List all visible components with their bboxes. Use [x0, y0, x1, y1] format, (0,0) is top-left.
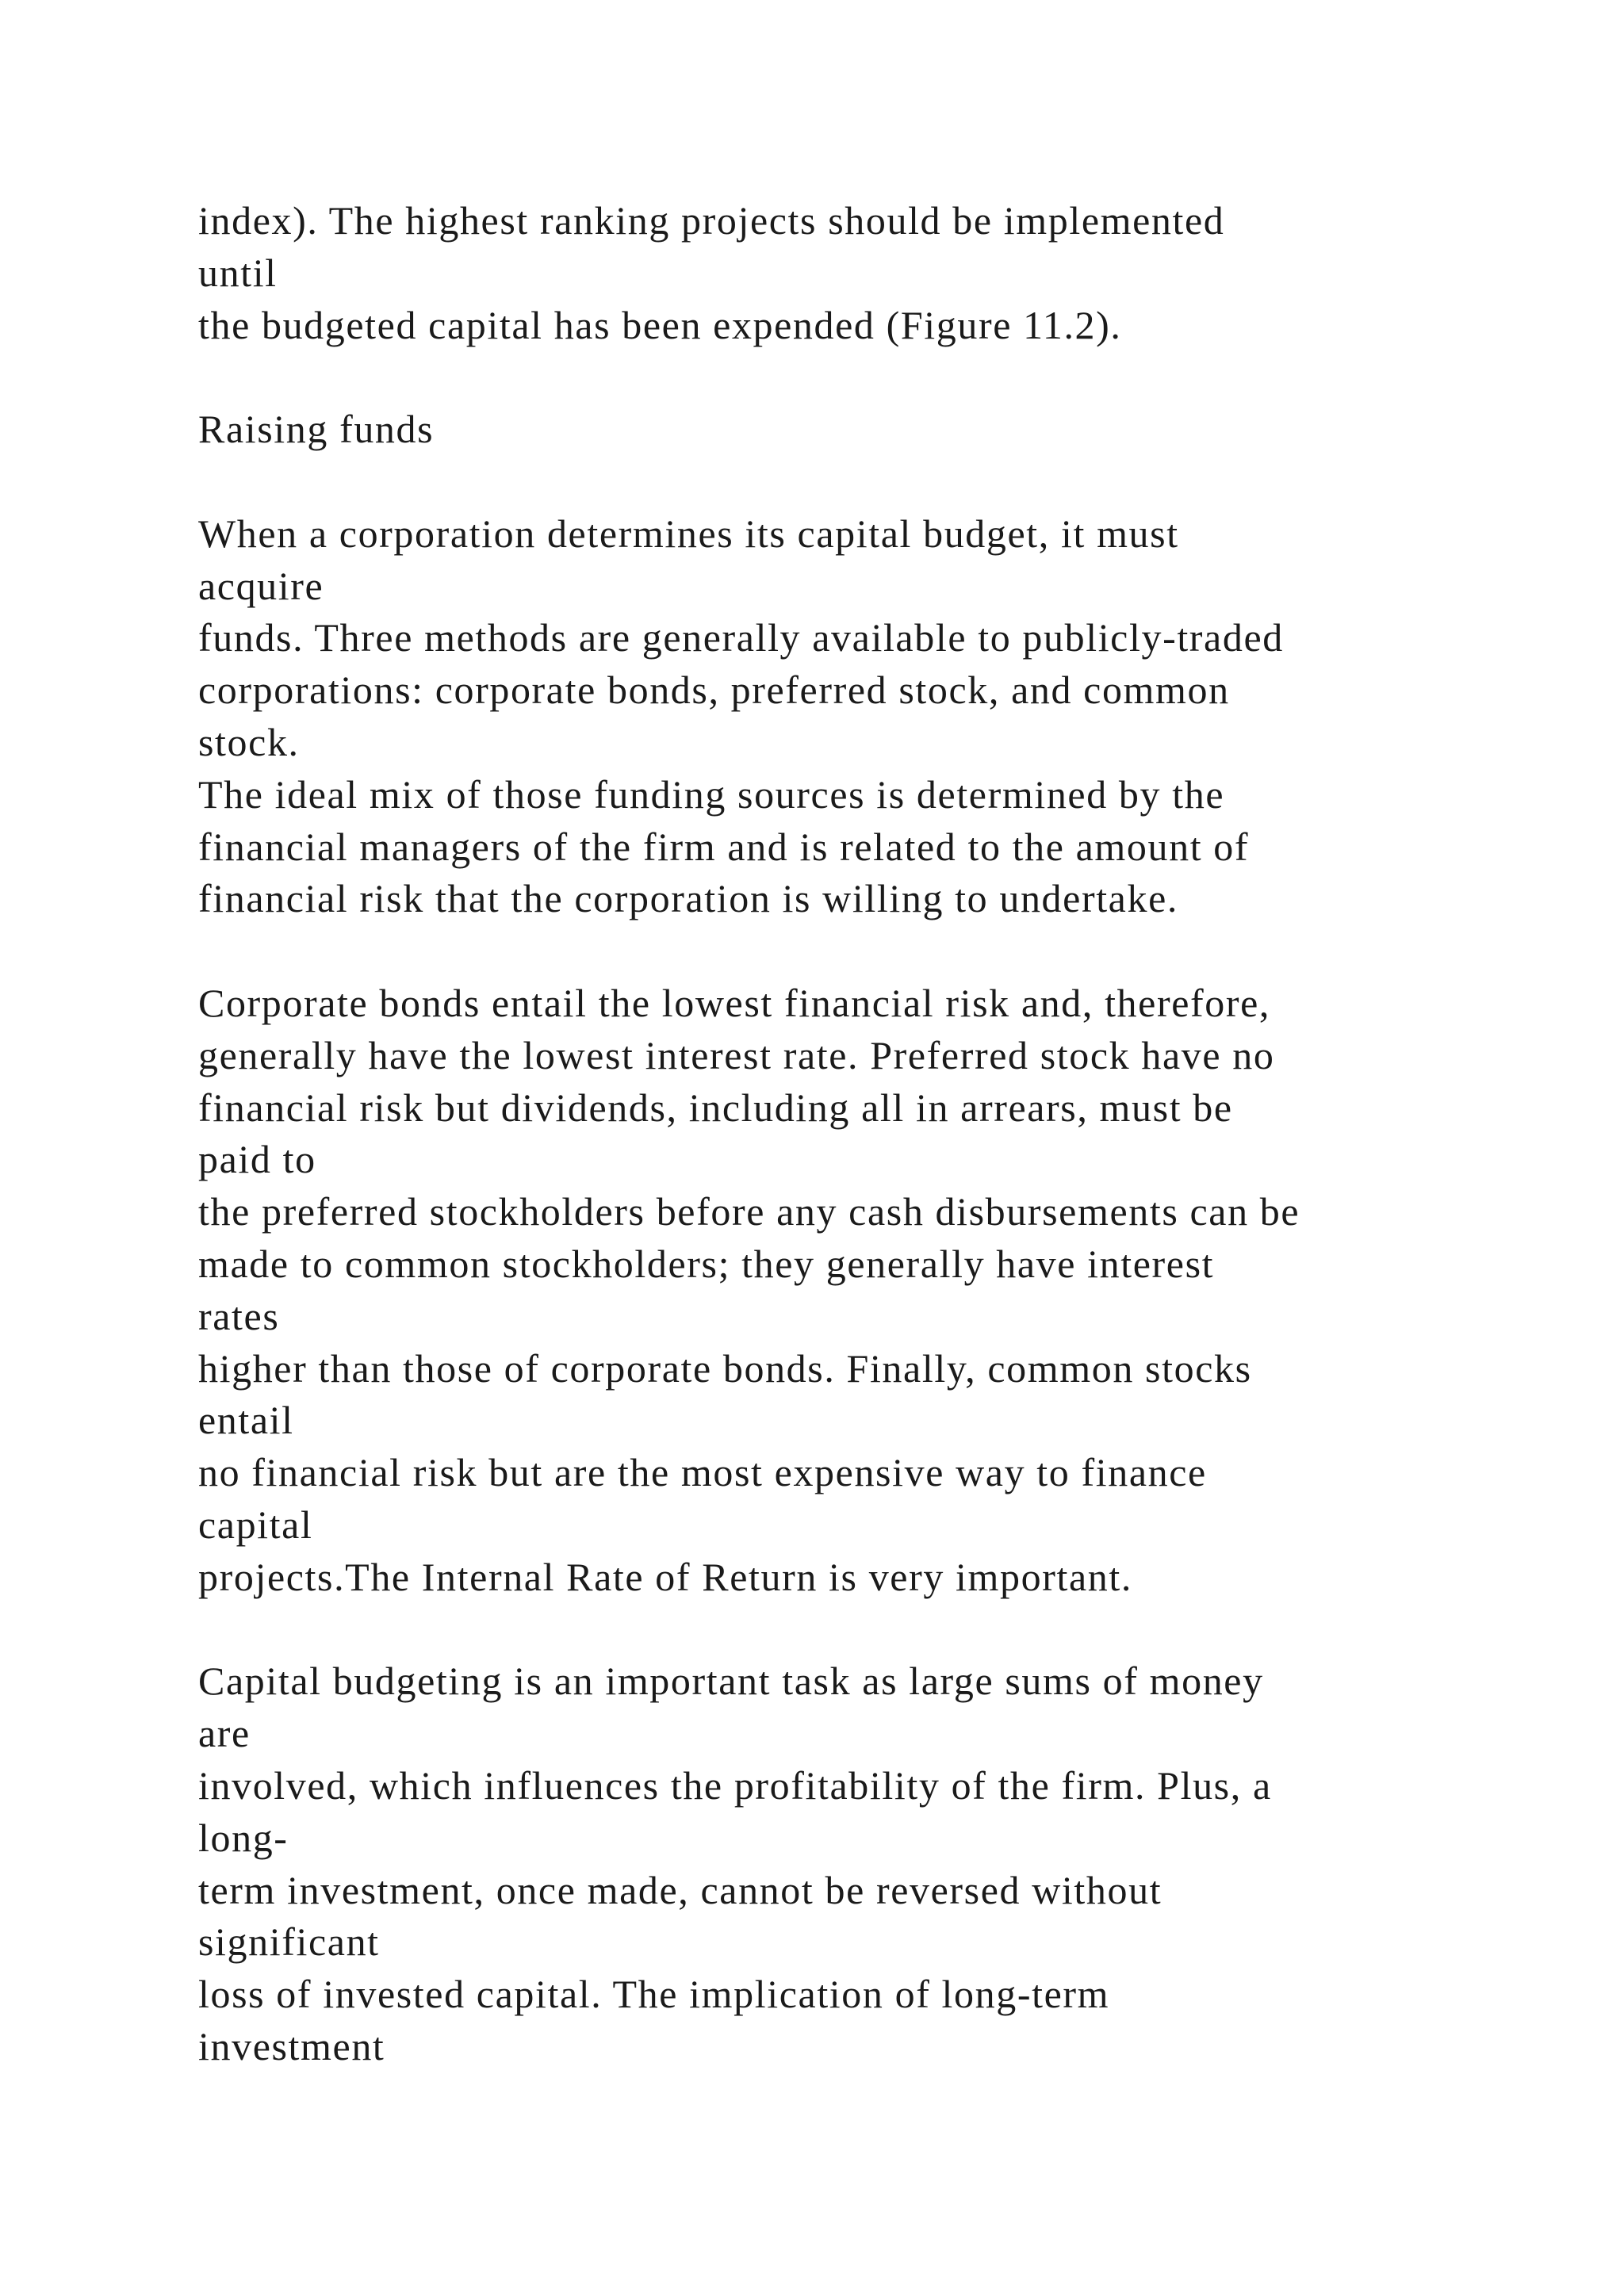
text-line: loss of invested capital. The implication of long-term: [198, 1972, 1110, 2017]
text-line: entail: [198, 1398, 294, 1443]
text-line: term investment, once made, cannot be reversed without: [198, 1867, 1162, 1912]
text-line: projects.The Internal Rate of Return is very important.: [198, 1554, 1132, 1599]
text-line: are: [198, 1711, 251, 1756]
text-line: significant: [198, 1919, 380, 1965]
text-line: investment: [198, 2023, 385, 2068]
text-line: capital: [198, 1502, 313, 1547]
paragraph-gap: [198, 925, 1610, 978]
text-line: acquire: [198, 563, 324, 608]
text-line: the budgeted capital has been expended (Figure 11.2).: [198, 302, 1122, 347]
text-line: until: [198, 250, 278, 295]
body-text: [198, 195, 1610, 2073]
text-line: stock.: [198, 719, 300, 764]
section-heading: Raising funds: [198, 407, 435, 452]
text-line: involved, which influences the profitability of the firm. Plus, a: [198, 1762, 1272, 1808]
text-line: no financial risk but are the most expensive way to finance: [198, 1450, 1207, 1495]
paragraph-gap: [198, 456, 1610, 508]
text-line: Corporate bonds entail the lowest financial risk and, therefore,: [198, 980, 1270, 1025]
paragraph-gap: [198, 351, 1610, 404]
text-line: made to common stockholders; they generally have interest: [198, 1241, 1215, 1286]
paragraph-gap: [198, 1604, 1610, 1656]
text-line: When a corporation determines its capital budget, it must: [198, 511, 1179, 556]
text-line: financial managers of the firm and is related to the amount of: [198, 824, 1250, 869]
text-line: rates: [198, 1293, 280, 1338]
text-line: generally have the lowest interest rate. Preferred stock have no: [198, 1032, 1275, 1077]
text-line: the preferred stockholders before any cash disbursements can be: [198, 1189, 1300, 1234]
text-line: funds. Three methods are generally available to publicly-traded: [198, 615, 1284, 660]
text-line: index). The highest ranking projects should be implemented: [198, 198, 1225, 243]
text-line: financial risk but dividends, including all in arrears, must be: [198, 1085, 1233, 1130]
text-line: long-: [198, 1815, 289, 1860]
text-line: paid to: [198, 1137, 316, 1182]
text-line: higher than those of corporate bonds. Finally, common stocks: [198, 1345, 1252, 1391]
text-line: corporations: corporate bonds, preferred stock, and common: [198, 668, 1230, 713]
text-line: The ideal mix of those funding sources is determined by the: [198, 771, 1225, 817]
text-line: Capital budgeting is an important task as large sums of money: [198, 1659, 1264, 1704]
text-line: financial risk that the corporation is willing to undertake.: [198, 876, 1178, 921]
